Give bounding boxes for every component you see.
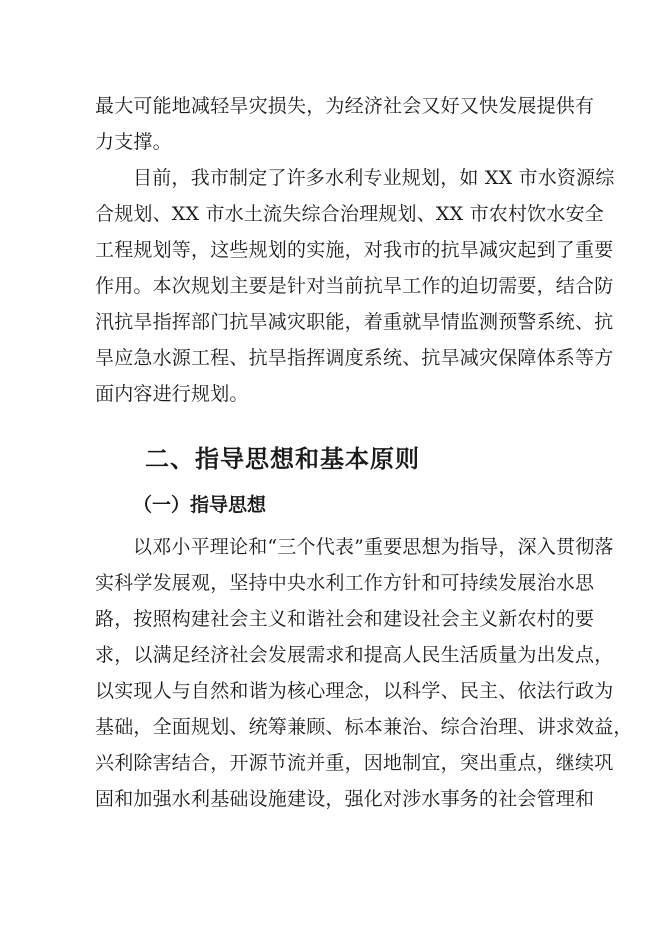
paragraph-3-line-5: 以实现人与自然和谐为核心理念，以科学、民主、依法行政为 <box>95 680 614 702</box>
paragraph-3-line-4: 求，以满足经济社会发展需求和提高人民生活质量为出发点， <box>95 644 614 666</box>
paragraph-3-line-6: 基础，全面规划、统筹兼顾、标本兼治、综合治理、讲求效益， <box>95 716 633 738</box>
paragraph-1-line-1: 最大可能地减轻旱灾损失，为经济社会又好又快发展提供有 <box>95 95 595 117</box>
paragraph-3-line-2: 实科学发展观，坚持中央水利工作方针和可持续发展治水思 <box>95 572 595 594</box>
paragraph-1-line-2: 力支撑。 <box>95 131 172 153</box>
paragraph-2-line-1: 目前，我市制定了许多水利专业规划，如 XX 市水资源综 <box>133 167 615 189</box>
paragraph-2-line-5: 汛抗旱指挥部门抗旱减灾职能，着重就旱情监测预警系统、抗 <box>95 311 614 333</box>
paragraph-2-line-4: 作用。本次规划主要是针对当前抗旱工作的迫切需要，结合防 <box>95 275 614 297</box>
paragraph-2-line-7: 面内容进行规划。 <box>95 383 249 405</box>
paragraph-2-line-2: 合规划、XX 市水土流失综合治理规划、XX 市农村饮水安全 <box>95 203 604 225</box>
paragraph-3-line-7: 兴利除害结合，开源节流并重，因地制宜，突出重点，继续巩 <box>95 752 614 774</box>
paragraph-3-line-1: 以邓小平理论和“三个代表”重要思想为指导，深入贯彻落 <box>133 536 614 558</box>
section-heading: 二、指导思想和基本原则 <box>145 445 420 473</box>
paragraph-3-line-8: 固和加强水利基础设施建设，强化对涉水事务的社会管理和 <box>95 788 595 810</box>
paragraph-2-line-6: 旱应急水源工程、抗旱指挥调度系统、抗旱减灾保障体系等方 <box>95 347 614 369</box>
subsection-heading: （一）指导思想 <box>133 494 267 516</box>
paragraph-2-line-3: 工程规划等，这些规划的实施，对我市的抗旱减灾起到了重要 <box>95 239 614 261</box>
paragraph-3-line-3: 路，按照构建社会主义和谐社会和建设社会主义新农村的要 <box>95 608 595 630</box>
